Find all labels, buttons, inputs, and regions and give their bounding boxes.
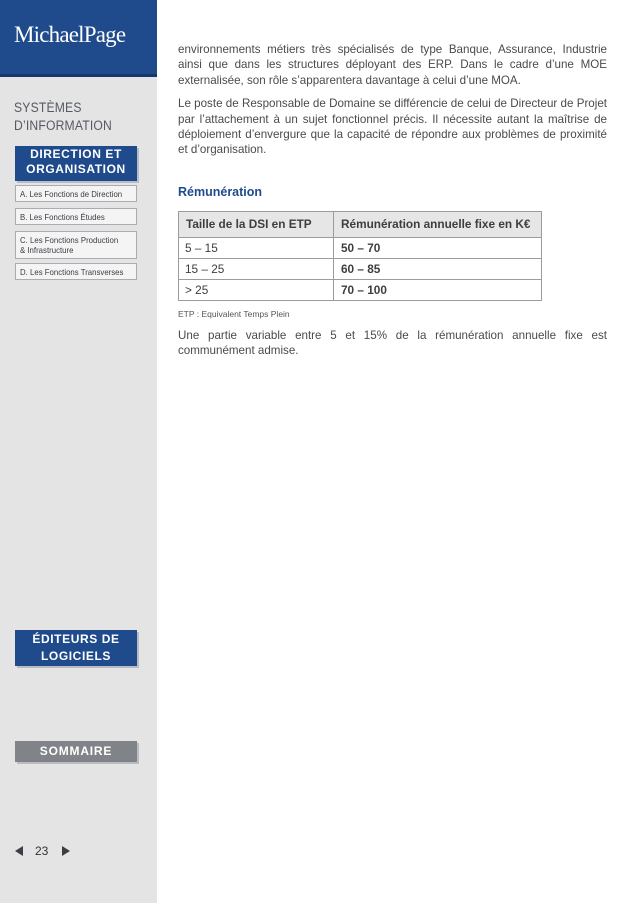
table-cell: 50 – 70 [334,237,542,258]
editeurs-button-line2: LOGICIELS [40,649,112,663]
editeurs-button-line1: ÉDITEURS DE [32,632,120,646]
function-item-direction[interactable] [15,185,137,202]
function-item-production[interactable] [15,231,137,259]
logo-band [0,0,157,74]
michael-page-logo[interactable]: MichaelPage [14,22,126,47]
direction-button-line2: ORGANISATION [26,162,126,176]
section-heading-remuneration: Rémunération [178,184,263,199]
paragraph-variable: Une partie variable entre 5 et 15% de la rémunération annuelle fixe est communément admise. [178,328,607,358]
sommaire-button[interactable]: SOMMAIRE [15,741,137,762]
table-cell: 60 – 85 [334,258,542,279]
editeurs-logiciels-button[interactable] [15,630,137,666]
remuneration-table [178,211,542,301]
function-item-label: D. Les Fonctions Transverses [20,267,124,277]
function-item-label: A. Les Fonctions de Direction [20,189,123,199]
page-number: 23 [35,844,49,858]
table-footnote: ETP : Equivalent Temps Plein [178,308,290,319]
table-row [179,237,542,258]
table-row [179,258,542,279]
table-cell: > 25 [179,279,334,300]
table-header-cell: Rémunération annuelle fixe en K€ [334,211,542,237]
paragraph-intro: environnements métiers très spécialisés de type Banque, Assurance, Industrie ainsi que dans les structures déployant des ERP. Dans le cadre d’une MOE externalisée, son rôle s’apparentera davantage à celui d’une MOA. [178,43,607,87]
section-title-line1: SYSTÈMES [14,100,82,115]
pager [15,843,70,859]
main-content [178,42,607,359]
table-cell: 70 – 100 [334,279,542,300]
table-cell: 15 – 25 [179,258,334,279]
sidebar [0,0,157,903]
table-header-cell: Taille de la DSI en ETP [179,211,334,237]
direction-button-line1: DIRECTION ET [30,147,122,161]
function-item-etudes[interactable] [15,208,137,225]
section-title [14,99,131,135]
table-row [179,279,542,300]
function-item-label: B. Les Fonctions Études [20,212,105,222]
direction-organisation-button[interactable] [15,146,137,181]
paragraph-responsable: Le poste de Responsable de Domaine se différencie de celui de Directeur de Projet par l’attachement à un sujet fonctionnel précis. Il nécessite autant la maîtrise de déploiement d’envergure que la capacité de répondre aux problèmes de proximité et d’organisation. [178,97,607,157]
function-item-label-line1: C. Les Fonctions Production [20,235,119,245]
function-item-label-line2: & Infrastructure [20,245,74,255]
triangle-left-icon[interactable] [15,846,23,856]
section-title-line2: D’INFORMATION [14,118,112,133]
function-item-transverses[interactable] [15,263,137,280]
table-header-row [179,211,542,237]
table-cell: 5 – 15 [179,237,334,258]
triangle-right-icon[interactable] [62,846,70,856]
